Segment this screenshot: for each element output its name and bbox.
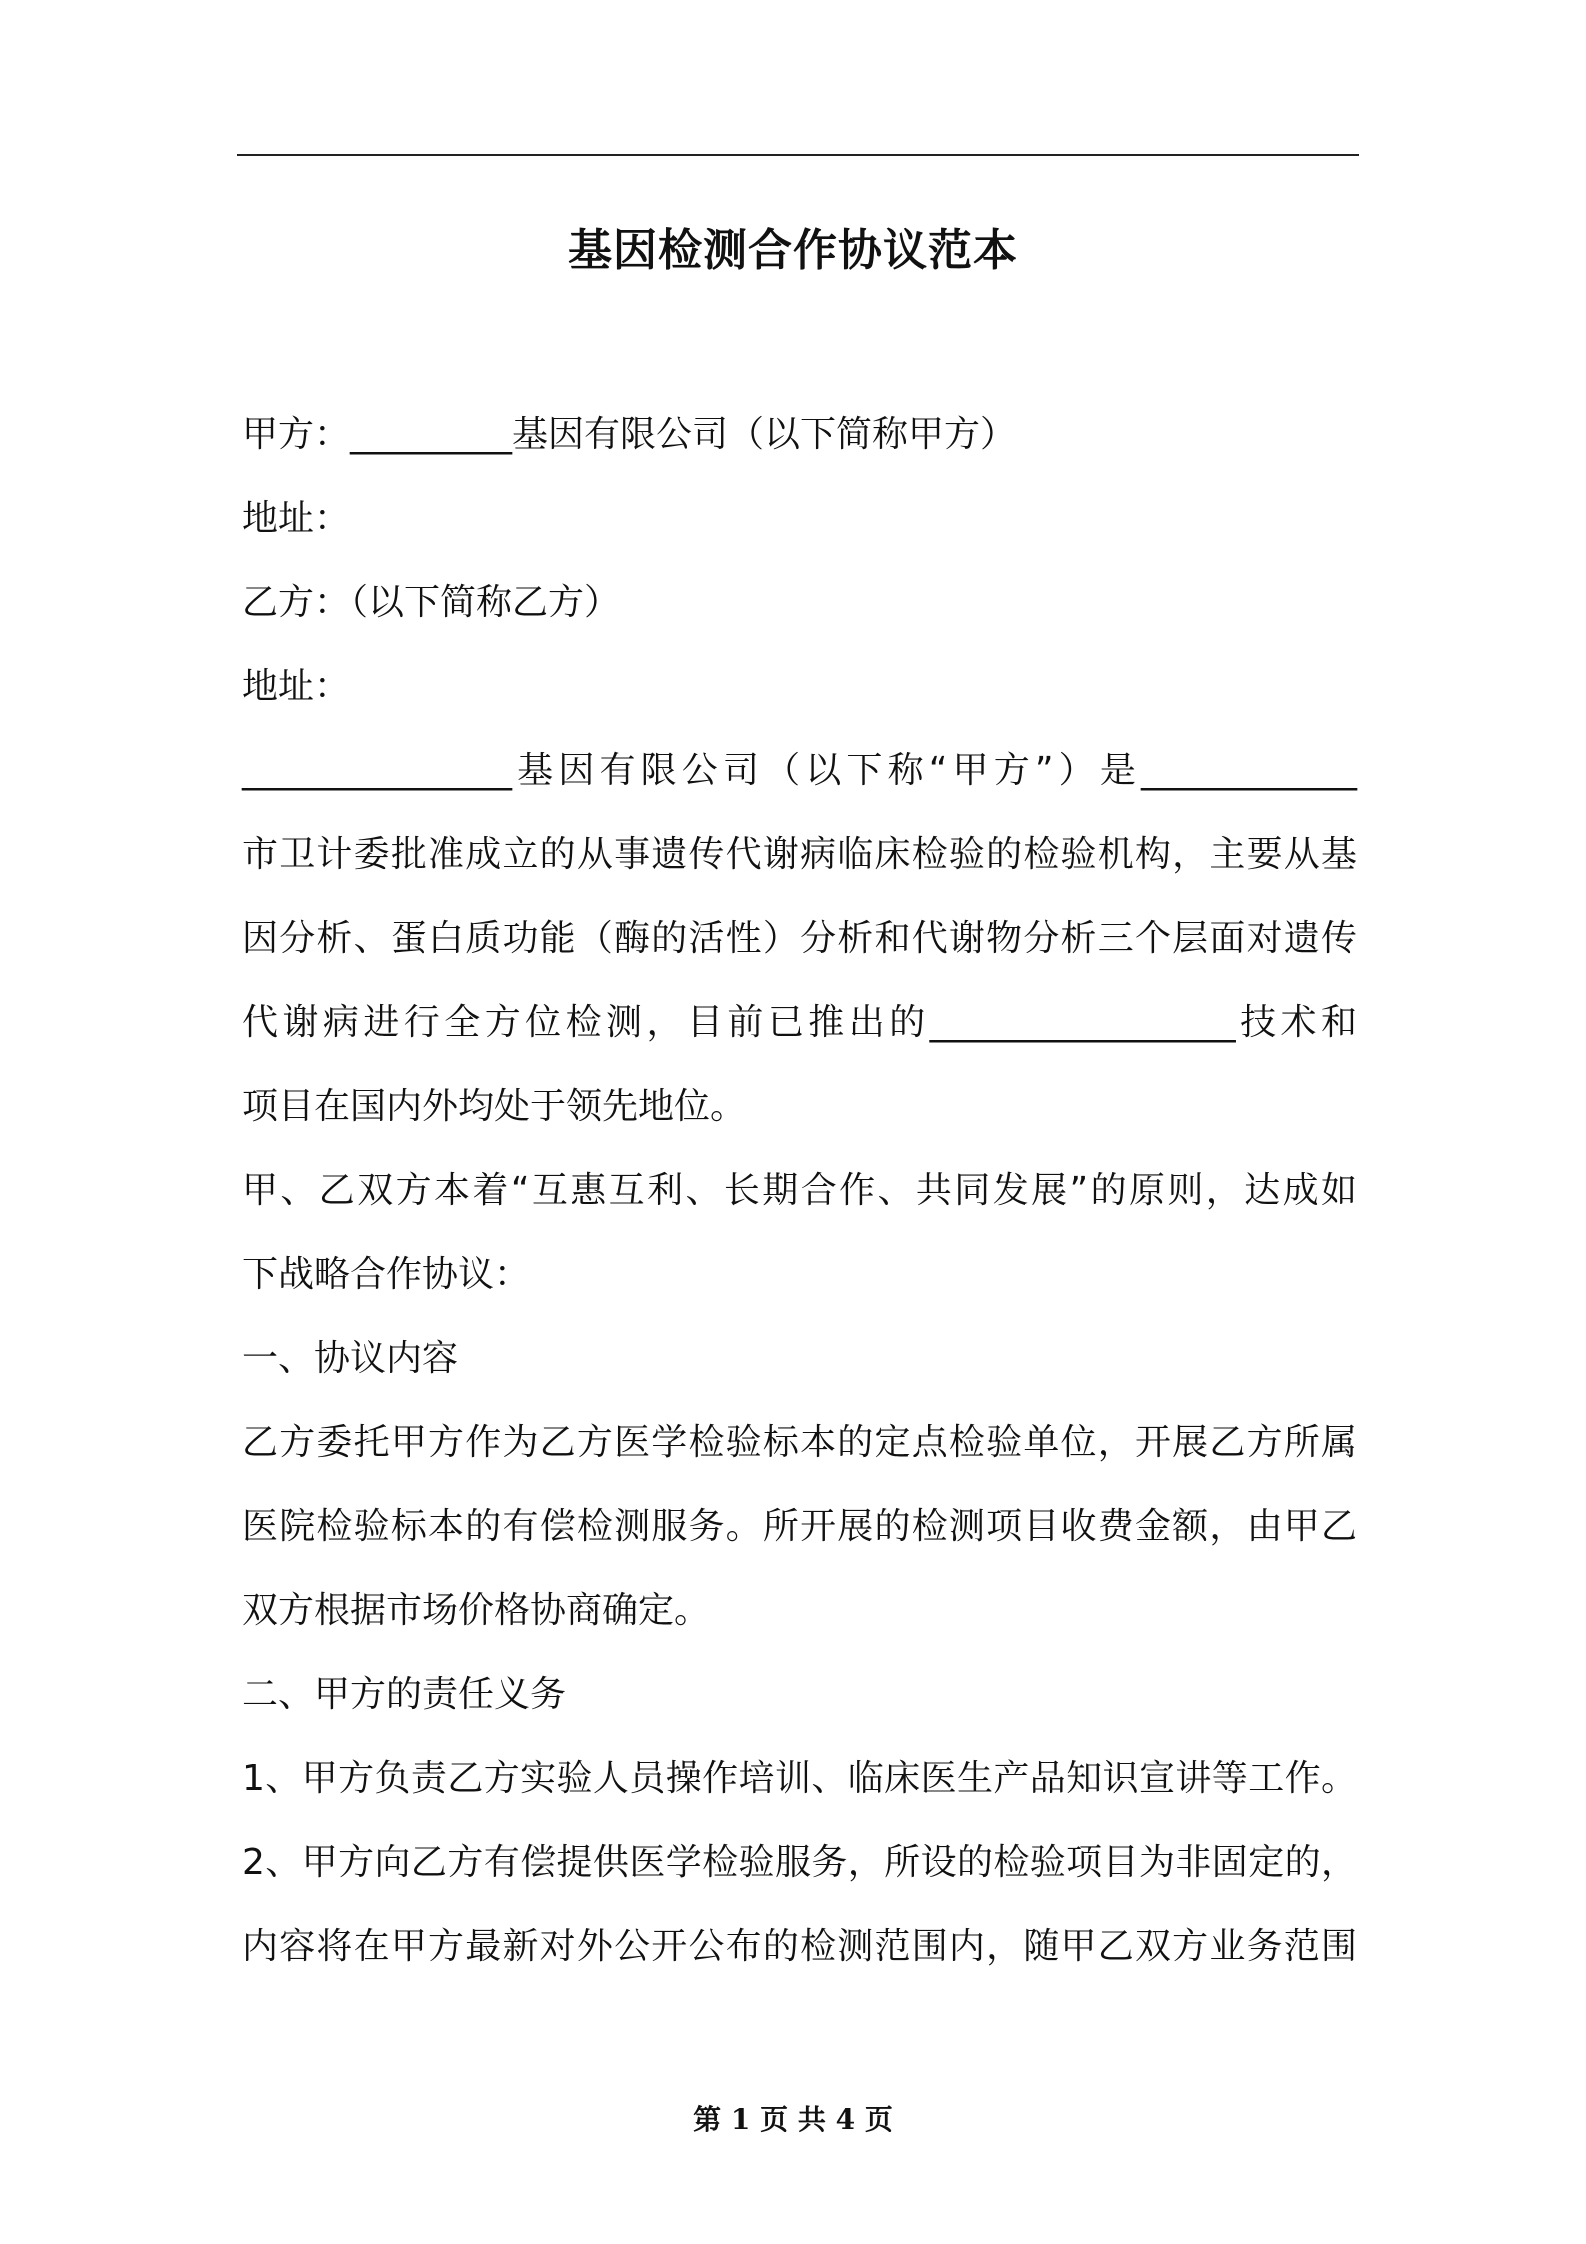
body-line: 代谢病进行全方位检测，目前已推出的_________________技术和 (242, 1002, 1357, 1043)
body-line: 甲、乙双方本着“互惠互利、长期合作、共同发展”的原则，达成如 (242, 1170, 1357, 1211)
party-a-line: 甲方：_________基因有限公司（以下简称甲方） (242, 414, 1017, 455)
body-line: 医院检验标本的有偿检测服务。所开展的检测项目收费金额，由甲乙 (242, 1506, 1357, 1547)
body-line: 2、甲方向乙方有偿提供医学检验服务，所设的检验项目为非固定的， (242, 1842, 1357, 1883)
body-line: 下战略合作协议： (242, 1254, 531, 1295)
page-footer: 第 1 页 共 4 页 (693, 2103, 893, 2136)
party-b-address: 地址： (242, 666, 351, 707)
party-b-line: 乙方：（以下简称乙方） (242, 582, 621, 623)
body-line: 项目在国内外均处于领先地位。 (242, 1086, 747, 1127)
body-line: 内容将在甲方最新对外公开公布的检测范围内，随甲乙双方业务范围 (242, 1926, 1357, 1967)
header-rule (237, 154, 1359, 156)
body-line: 市卫计委批准成立的从事遗传代谢病临床检验的检验机构，主要从基 (242, 834, 1357, 875)
body-line: 1、甲方负责乙方实验人员操作培训、临床医生产品知识宣讲等工作。 (242, 1758, 1357, 1799)
page-title: 基因检测合作协议范本 (568, 225, 1018, 276)
party-a-address: 地址： (242, 498, 351, 539)
body-line: 双方根据市场价格协商确定。 (242, 1590, 711, 1631)
body-line: 乙方委托甲方作为乙方医学检验标本的定点检验单位，开展乙方所属 (242, 1422, 1357, 1463)
section-heading: 一、协议内容 (242, 1338, 459, 1379)
body-line: 因分析、蛋白质功能（酶的活性）分析和代谢物分析三个层面对遗传 (242, 918, 1357, 959)
body-line: _______________基因有限公司（以下称“甲方”）是____________ (242, 750, 1357, 791)
section-heading: 二、甲方的责任义务 (242, 1674, 567, 1715)
